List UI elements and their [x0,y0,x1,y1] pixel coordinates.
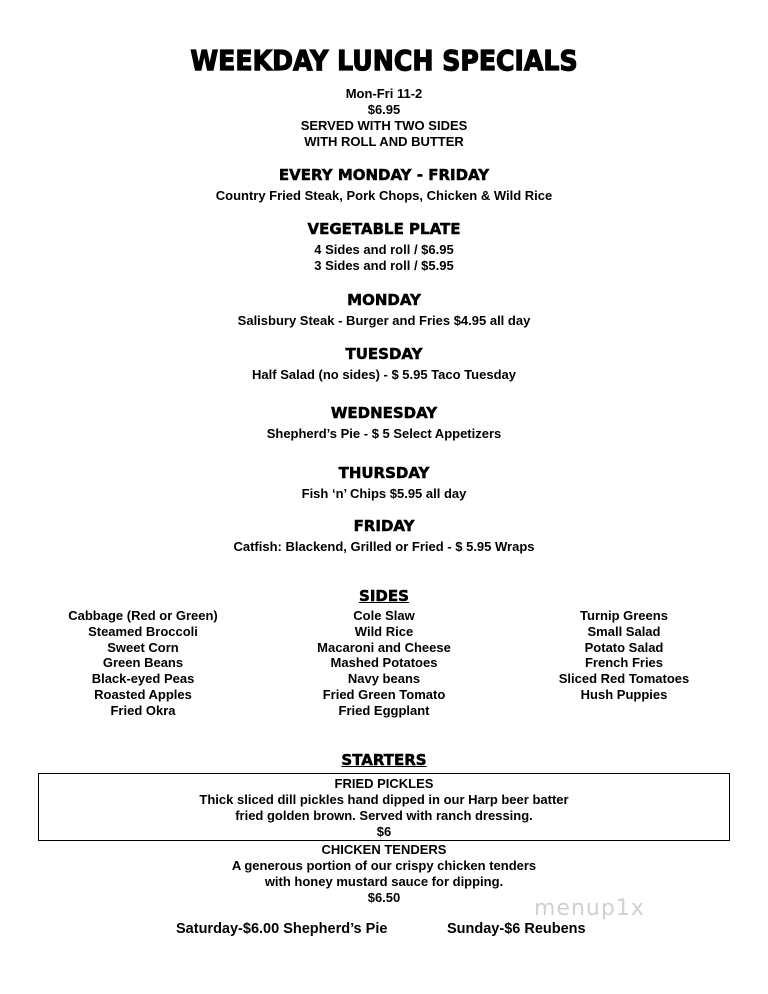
vegetable-plate-line-2: 3 Sides and roll / $5.95 [314,258,454,273]
sides-column-1 [23,608,263,719]
served-line-1: SERVED WITH TWO SIDES [300,118,468,133]
side-item: Potato Salad [584,639,664,655]
sides-column-3 [504,608,744,703]
friday-heading: FRIDAY [353,517,415,535]
side-item: Green Beans [102,655,184,671]
fried-pickles-desc-1: Thick sliced dill pickles hand dipped in our Harp beer batter [199,792,569,807]
side-item: Fried Eggplant [338,702,430,718]
side-item: Roasted Apples [94,686,192,702]
side-item: Sliced Red Tomatoes [558,671,690,687]
every-day-heading: EVERY MONDAY - FRIDAY [278,166,490,184]
side-item: Navy beans [347,671,421,687]
side-item: Mashed Potatoes [330,655,438,671]
side-item: Wild Rice [354,623,414,639]
lunch-price: $6.95 [367,102,401,117]
thursday-heading: THURSDAY [338,464,430,482]
tuesday-text: Half Salad (no sides) - $ 5.95 Taco Tuesday [252,367,516,382]
side-item: Black-eyed Peas [91,671,195,687]
friday-text: Catfish: Blackend, Grilled or Fried - $ 5.95 Wraps [233,539,535,554]
saturday-special: Saturday-$6.00 Shepherd’s Pie [176,921,388,937]
side-item: Turnip Greens [580,608,668,623]
sunday-special: Sunday-$6 Reubens [447,921,586,937]
side-item: Cabbage (Red or Green) [68,608,218,623]
side-item: Sweet Corn [107,639,179,655]
sides-heading: SIDES [359,587,409,605]
menupix-watermark: menup1x [534,896,645,921]
monday-text: Salisbury Steak - Burger and Fries $4.95 all day [237,313,531,328]
side-item: Fried Okra [110,702,176,718]
vegetable-plate-line-1: 4 Sides and roll / $6.95 [314,242,454,257]
every-day-items: Country Fried Steak, Pork Chops, Chicken & Wild Rice [215,188,553,203]
monday-heading: MONDAY [347,291,421,309]
page-title: WEEKDAY LUNCH SPECIALS [190,44,578,77]
hours-text: Mon-Fri 11-2 [345,86,423,101]
side-item: Macaroni and Cheese [317,639,451,655]
served-line-2: WITH ROLL AND BUTTER [304,134,464,149]
starters-heading: STARTERS [341,751,427,769]
chicken-tenders-desc-1: A generous portion of our crispy chicken tenders [231,858,537,873]
side-item: Hush Puppies [580,686,668,702]
fried-pickles-price: $6 [376,824,392,839]
side-item: French Fries [584,655,664,671]
wednesday-heading: WEDNESDAY [330,404,438,422]
fried-pickles-name: FRIED PICKLES [334,776,434,791]
tuesday-heading: TUESDAY [345,345,423,363]
side-item: Cole Slaw [353,608,415,623]
fried-pickles-desc-2: fried golden brown. Served with ranch dressing. [235,808,533,823]
wednesday-text: Shepherd’s Pie - $ 5 Select Appetizers [266,426,502,441]
chicken-tenders-desc-2: with honey mustard sauce for dipping. [264,874,504,889]
thursday-text: Fish ‘n’ Chips $5.95 all day [301,486,467,501]
side-item: Fried Green Tomato [322,686,446,702]
side-item: Small Salad [587,623,661,639]
vegetable-plate-heading: VEGETABLE PLATE [307,220,461,238]
side-item: Steamed Broccoli [88,623,198,639]
sides-column-2 [264,608,504,719]
chicken-tenders-name: CHICKEN TENDERS [321,842,447,857]
chicken-tenders-price: $6.50 [367,890,401,905]
